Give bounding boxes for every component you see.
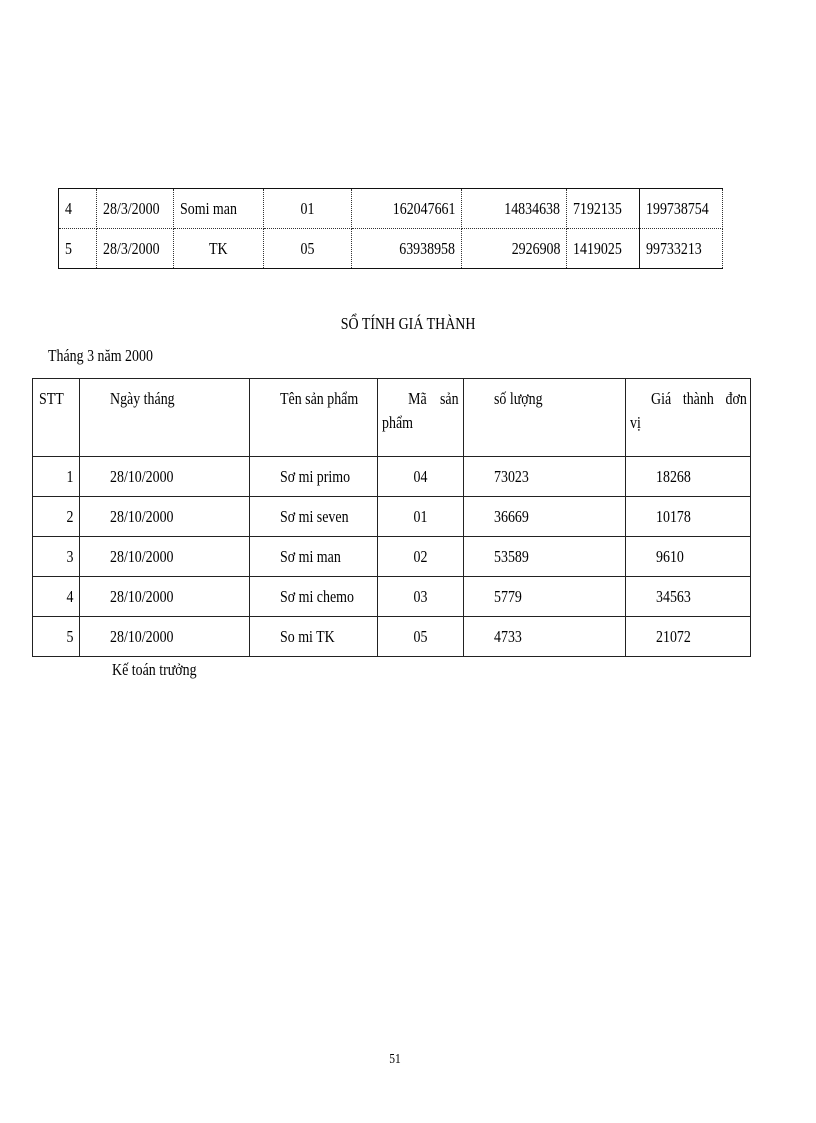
cell-unit-cost: 34563: [626, 577, 751, 617]
cell-stt: 2: [33, 497, 80, 537]
cell-date: 28/10/2000: [80, 457, 250, 497]
cell-product-name: Sơ mi man: [250, 537, 378, 577]
cell-stt: 1: [33, 457, 80, 497]
continued-summary-table: [58, 188, 723, 269]
cell-quantity: 53589: [464, 537, 626, 577]
cell-value-4: 99733213: [640, 229, 723, 269]
table-row: [33, 457, 751, 497]
cell-unit-cost: 9610: [626, 537, 751, 577]
cell-quantity: 5779: [464, 577, 626, 617]
cell-date: 28/10/2000: [80, 497, 250, 537]
chief-accountant-label: Kế toán trưởng: [112, 660, 197, 679]
cell-value-2: 2926908: [462, 229, 567, 269]
cell-product: TK: [174, 229, 264, 269]
table-row: [59, 189, 723, 229]
cell-value-1: 63938958: [352, 229, 462, 269]
cell-product-code: 05: [378, 617, 464, 657]
cell-product-name: Sơ mi seven: [250, 497, 378, 537]
cell-value-1: 162047661: [352, 189, 462, 229]
cell-value-4: 199738754: [640, 189, 723, 229]
cell-value-2: 14834638: [462, 189, 567, 229]
cell-product-name: So mi TK: [250, 617, 378, 657]
cell-unit-cost: 10178: [626, 497, 751, 537]
cell-product-code: 02: [378, 537, 464, 577]
cell-stt: 5: [59, 229, 97, 269]
document-title: SỔ TÍNH GIÁ THÀNH: [340, 314, 476, 333]
cell-quantity: 73023: [464, 457, 626, 497]
cell-date: 28/10/2000: [80, 537, 250, 577]
cell-stt: 3: [33, 537, 80, 577]
cell-date: 28/3/2000: [97, 189, 174, 229]
cell-product-name: Sơ mi primo: [250, 457, 378, 497]
cell-code: 05: [264, 229, 352, 269]
header-stt: STT: [33, 379, 80, 457]
cell-product: Somi man: [174, 189, 264, 229]
page-number: 51: [389, 1052, 401, 1067]
cell-quantity: 4733: [464, 617, 626, 657]
cell-date: 28/10/2000: [80, 577, 250, 617]
cell-product-name: Sơ mi chemo: [250, 577, 378, 617]
header-unit-cost: Giá thành đơn vị: [626, 379, 751, 457]
cell-product-code: 04: [378, 457, 464, 497]
cell-stt: 4: [59, 189, 97, 229]
header-product-code: Mã sản phẩm: [378, 379, 464, 457]
table-row: [33, 577, 751, 617]
month-label: Tháng 3 năm 2000: [48, 346, 153, 365]
cell-product-code: 01: [378, 497, 464, 537]
header-product-name: Tên sản phẩm: [250, 379, 378, 457]
cell-value-3: 7192135: [567, 189, 640, 229]
header-date: Ngày tháng: [80, 379, 250, 457]
cell-quantity: 36669: [464, 497, 626, 537]
table-row: [33, 497, 751, 537]
cell-stt: 5: [33, 617, 80, 657]
cell-value-3: 1419025: [567, 229, 640, 269]
cell-date: 28/3/2000: [97, 229, 174, 269]
cell-stt: 4: [33, 577, 80, 617]
table-row: [59, 229, 723, 269]
cell-code: 01: [264, 189, 352, 229]
cost-calculation-table: [32, 378, 751, 657]
cell-date: 28/10/2000: [80, 617, 250, 657]
table-row: [33, 537, 751, 577]
header-quantity: số lượng: [464, 379, 626, 457]
cell-unit-cost: 21072: [626, 617, 751, 657]
cell-product-code: 03: [378, 577, 464, 617]
cell-unit-cost: 18268: [626, 457, 751, 497]
table-header-row: [33, 379, 751, 457]
table-row: [33, 617, 751, 657]
